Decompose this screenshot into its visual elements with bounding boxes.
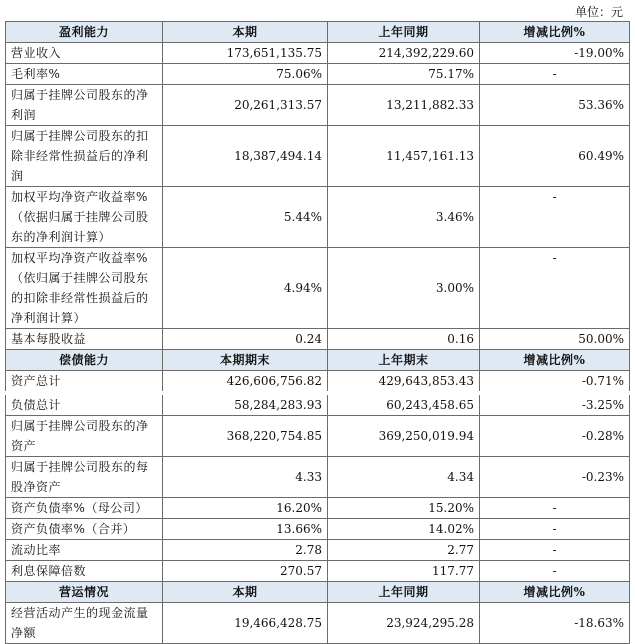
row-label: 归属于挂牌公司股东的扣除非经常性损益后的净利润 — [6, 126, 163, 187]
change-percent-value: -18.63% — [480, 603, 630, 644]
row-label: 负债总计 — [6, 393, 163, 416]
operation-header-col-0: 营运情况 — [6, 582, 163, 603]
row-label: 基本每股收益 — [6, 329, 163, 350]
operation-header-col-3: 增减比例% — [480, 582, 630, 603]
table-row — [6, 540, 630, 561]
change-percent-value: - — [480, 519, 630, 540]
change-percent-value: - — [480, 540, 630, 561]
profit-header-col-3: 增减比例% — [480, 22, 630, 43]
current-period-value: 368,220,754.85 — [163, 416, 328, 457]
solvency-header-col-3: 增减比例% — [480, 350, 630, 371]
profit-header-col-0: 盈利能力 — [6, 22, 163, 43]
profit-header-col-1: 本期 — [163, 22, 328, 43]
change-percent-value: -3.25% — [480, 393, 630, 416]
solvency-header-col-2: 上年期末 — [328, 350, 480, 371]
solvency-header-col-1: 本期期末 — [163, 350, 328, 371]
row-label: 加权平均净资产收益率%（依归属于挂牌公司股东的扣除非经常性损益后的净利润计算） — [6, 248, 163, 329]
current-period-value: 20,261,313.57 — [163, 85, 328, 126]
current-period-value: 173,651,135.75 — [163, 43, 328, 64]
current-period-value: 0.24 — [163, 329, 328, 350]
prior-period-value: 14.02% — [328, 519, 480, 540]
current-period-value: 4.33 — [163, 457, 328, 498]
row-label: 经营活动产生的现金流量净额 — [6, 603, 163, 644]
current-period-value: 2.78 — [163, 540, 328, 561]
table-row — [6, 561, 630, 582]
current-period-value: 58,284,283.93 — [163, 393, 328, 416]
row-label: 归属于挂牌公司股东的每股净资产 — [6, 457, 163, 498]
row-label: 利息保障倍数 — [6, 561, 163, 582]
table-row — [6, 393, 630, 416]
table-row — [6, 187, 630, 248]
change-percent-value: -0.28% — [480, 416, 630, 457]
change-percent-value: -0.71% — [480, 371, 630, 394]
table-row — [6, 248, 630, 329]
prior-period-value: 214,392,229.60 — [328, 43, 480, 64]
table-row — [6, 457, 630, 498]
change-percent-value: 60.49% — [480, 126, 630, 187]
change-percent-value: 53.36% — [480, 85, 630, 126]
row-label: 资产总计 — [6, 371, 163, 394]
row-label: 资产负债率%（合并） — [6, 519, 163, 540]
prior-period-value: 15.20% — [328, 498, 480, 519]
profit-header-col-2: 上年同期 — [328, 22, 480, 43]
prior-period-value: 75.17% — [328, 64, 480, 85]
table-row — [6, 416, 630, 457]
current-period-value: 270.57 — [163, 561, 328, 582]
table-row — [6, 519, 630, 540]
change-percent-value: -0.23% — [480, 457, 630, 498]
current-period-value: 19,466,428.75 — [163, 603, 328, 644]
table-row — [6, 126, 630, 187]
change-percent-value: -19.00% — [480, 43, 630, 64]
financial-indicators-table — [5, 21, 630, 644]
prior-period-value: 429,643,853.43 — [328, 371, 480, 394]
current-period-value: 75.06% — [163, 64, 328, 85]
operation-header-row — [6, 582, 630, 603]
prior-period-value: 117.77 — [328, 561, 480, 582]
current-period-value: 4.94% — [163, 248, 328, 329]
unit-label: 单位：元 — [574, 5, 623, 19]
prior-period-value: 0.16 — [328, 329, 480, 350]
table-row — [6, 329, 630, 350]
table-row — [6, 498, 630, 519]
change-percent-value: - — [480, 498, 630, 519]
row-label: 营业收入 — [6, 43, 163, 64]
current-period-value: 5.44% — [163, 187, 328, 248]
prior-period-value: 3.46% — [328, 187, 480, 248]
profit-header-row — [6, 22, 630, 43]
row-label: 毛利率% — [6, 64, 163, 85]
change-percent-value: 50.00% — [480, 329, 630, 350]
table-row — [6, 43, 630, 64]
change-percent-value: - — [480, 561, 630, 582]
row-label: 归属于挂牌公司股东的净资产 — [6, 416, 163, 457]
prior-period-value: 4.34 — [328, 457, 480, 498]
prior-period-value: 13,211,882.33 — [328, 85, 480, 126]
change-percent-value: - — [480, 64, 630, 85]
table-row — [6, 64, 630, 85]
prior-period-value: 11,457,161.13 — [328, 126, 480, 187]
table-row — [6, 85, 630, 126]
change-percent-value: - — [480, 187, 630, 248]
operation-header-col-1: 本期 — [163, 582, 328, 603]
table-row — [6, 371, 630, 394]
solvency-header-col-0: 偿债能力 — [6, 350, 163, 371]
prior-period-value: 3.00% — [328, 248, 480, 329]
operation-header-col-2: 上年同期 — [328, 582, 480, 603]
row-label: 加权平均净资产收益率%（依据归属于挂牌公司股东的净利润计算） — [6, 187, 163, 248]
current-period-value: 426,606,756.82 — [163, 371, 328, 394]
prior-period-value: 23,924,295.28 — [328, 603, 480, 644]
prior-period-value: 60,243,458.65 — [328, 393, 480, 416]
table-row — [6, 603, 630, 644]
row-label: 流动比率 — [6, 540, 163, 561]
current-period-value: 18,387,494.14 — [163, 126, 328, 187]
solvency-header-row — [6, 350, 630, 371]
current-period-value: 16.20% — [163, 498, 328, 519]
change-percent-value: - — [480, 248, 630, 329]
prior-period-value: 2.77 — [328, 540, 480, 561]
row-label: 归属于挂牌公司股东的净利润 — [6, 85, 163, 126]
prior-period-value: 369,250,019.94 — [328, 416, 480, 457]
current-period-value: 13.66% — [163, 519, 328, 540]
row-label: 资产负债率%（母公司） — [6, 498, 163, 519]
